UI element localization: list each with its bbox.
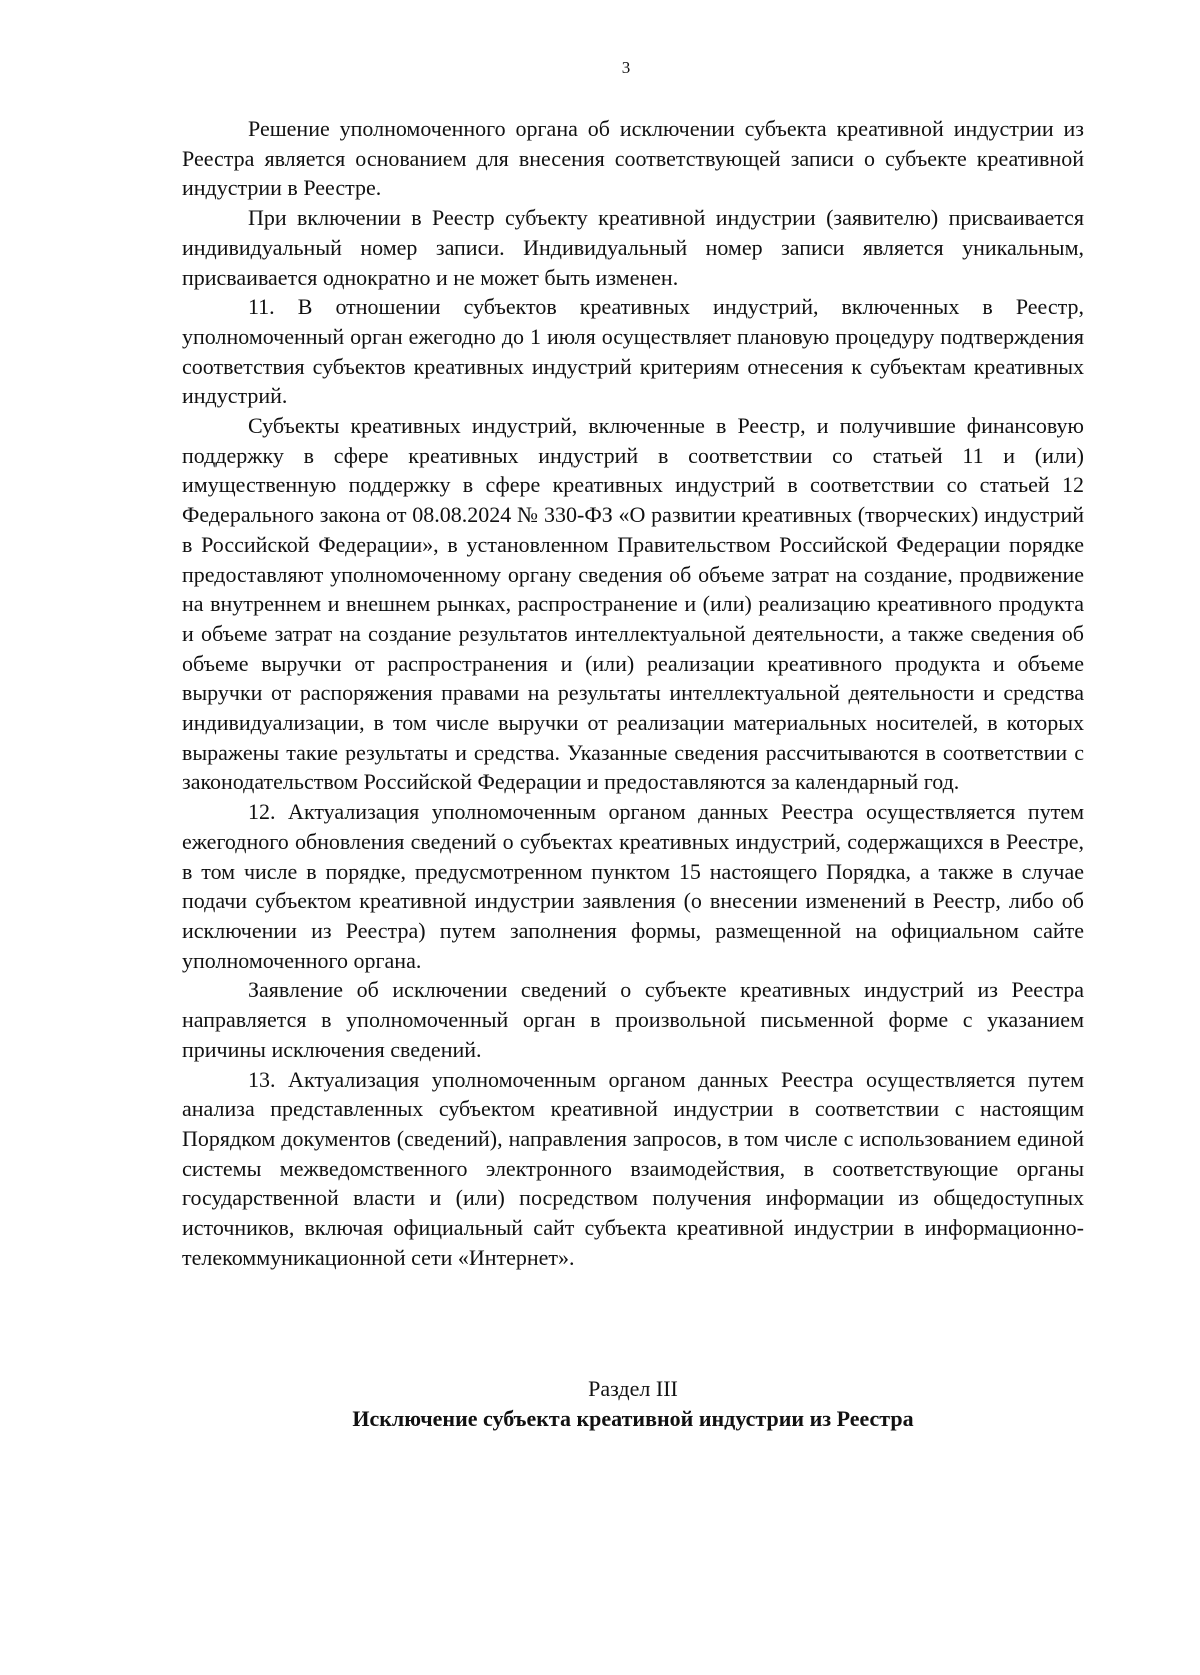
paragraph-item-11: 11. В отношении субъектов креативных индустрий, включенных в Реестр, уполномоченный орган ежегодно до 1 июля осуществляет плановую процедуру подтверждения соответствия субъектов креативных индустрий критериям отнесения к субъектам креативных индустрий.	[182, 294, 1084, 409]
section-title: Исключение субъекта креативной индустрии из Реестра	[352, 1406, 914, 1431]
section-heading	[182, 1374, 1084, 1434]
page-number: 3	[621, 58, 631, 77]
document-body	[182, 114, 1084, 1272]
paragraph-item-13: 13. Актуализация уполномоченным органом данных Реестра осуществляется путем анализа представленных субъектом креативной индустрии в соответствии с настоящим Порядком документов (сведений), направления запросов, в том числе с использованием единой системы межведомственного электронного взаимодействия, в соответствующие органы государственной власти и (или) посредством получения информации из общедоступных источников, включая официальный сайт субъекта креативной индустрии в информационно-телекоммуникационной сети «Интернет».	[182, 1066, 1084, 1270]
paragraph-exclusion-application: Заявление об исключении сведений о субъекте креативных индустрий из Реестра направляется в уполномоченный орган в произвольной письменной форме с указанием причины исключения сведений.	[182, 977, 1084, 1062]
paragraph-decision-exclusion: Решение уполномоченного органа об исключении субъекта креативной индустрии из Реестра является основанием для внесения соответствующей записи о субъекте креативной индустрии в Реестре.	[182, 116, 1084, 201]
paragraph-record-number: При включении в Реестр субъекту креативной индустрии (заявителю) присваивается индивидуальный номер записи. Индивидуальный номер записи является уникальным, присваивается однократно и не может быть изменен.	[182, 205, 1084, 290]
section-label: Раздел III	[588, 1376, 678, 1401]
paragraph-item-12: 12. Актуализация уполномоченным органом данных Реестра осуществляется путем ежегодного обновления сведений о субъектах креативных индустрий, содержащихся в Реестре, в том числе в порядке, предусмотренном пунктом 15 настоящего Порядка, а также в случае подачи субъектом креативной индустрии заявления (о внесении изменений в Реестр, либо об исключении из Реестра) путем заполнения формы, размещенной на официальном сайте уполномоченного органа.	[182, 799, 1084, 973]
paragraph-support-reporting: Субъекты креативных индустрий, включенные в Реестр, и получившие финансовую поддержку в сфере креативных индустрий в соответствии со статьей 11 и (или) имущественную поддержку в сфере креативных индустрий в соответствии со статьей 12 Федерального закона от 08.08.2024 № 330-ФЗ «О развитии креативных (творческих) индустрий в Российской Федерации», в установленном Правительством Российской Федерации порядке предоставляют уполномоченному органу сведения об объеме затрат на создание, продвижение на внутреннем и внешнем рынках, распространение и (или) реализацию креативного продукта и объеме затрат на создание результатов интеллектуальной деятельности, а также сведения об объеме выручки от распространения и (или) реализации креативного продукта и объеме выручки от распоряжения правами на результаты интеллектуальной деятельности и средства индивидуализации, в том числе выручки от реализации материальных носителей, в которых выражены такие результаты и средства. Указанные сведения рассчитываются в соответствии с законодательством Российской Федерации и предоставляются за календарный год.	[182, 413, 1084, 795]
